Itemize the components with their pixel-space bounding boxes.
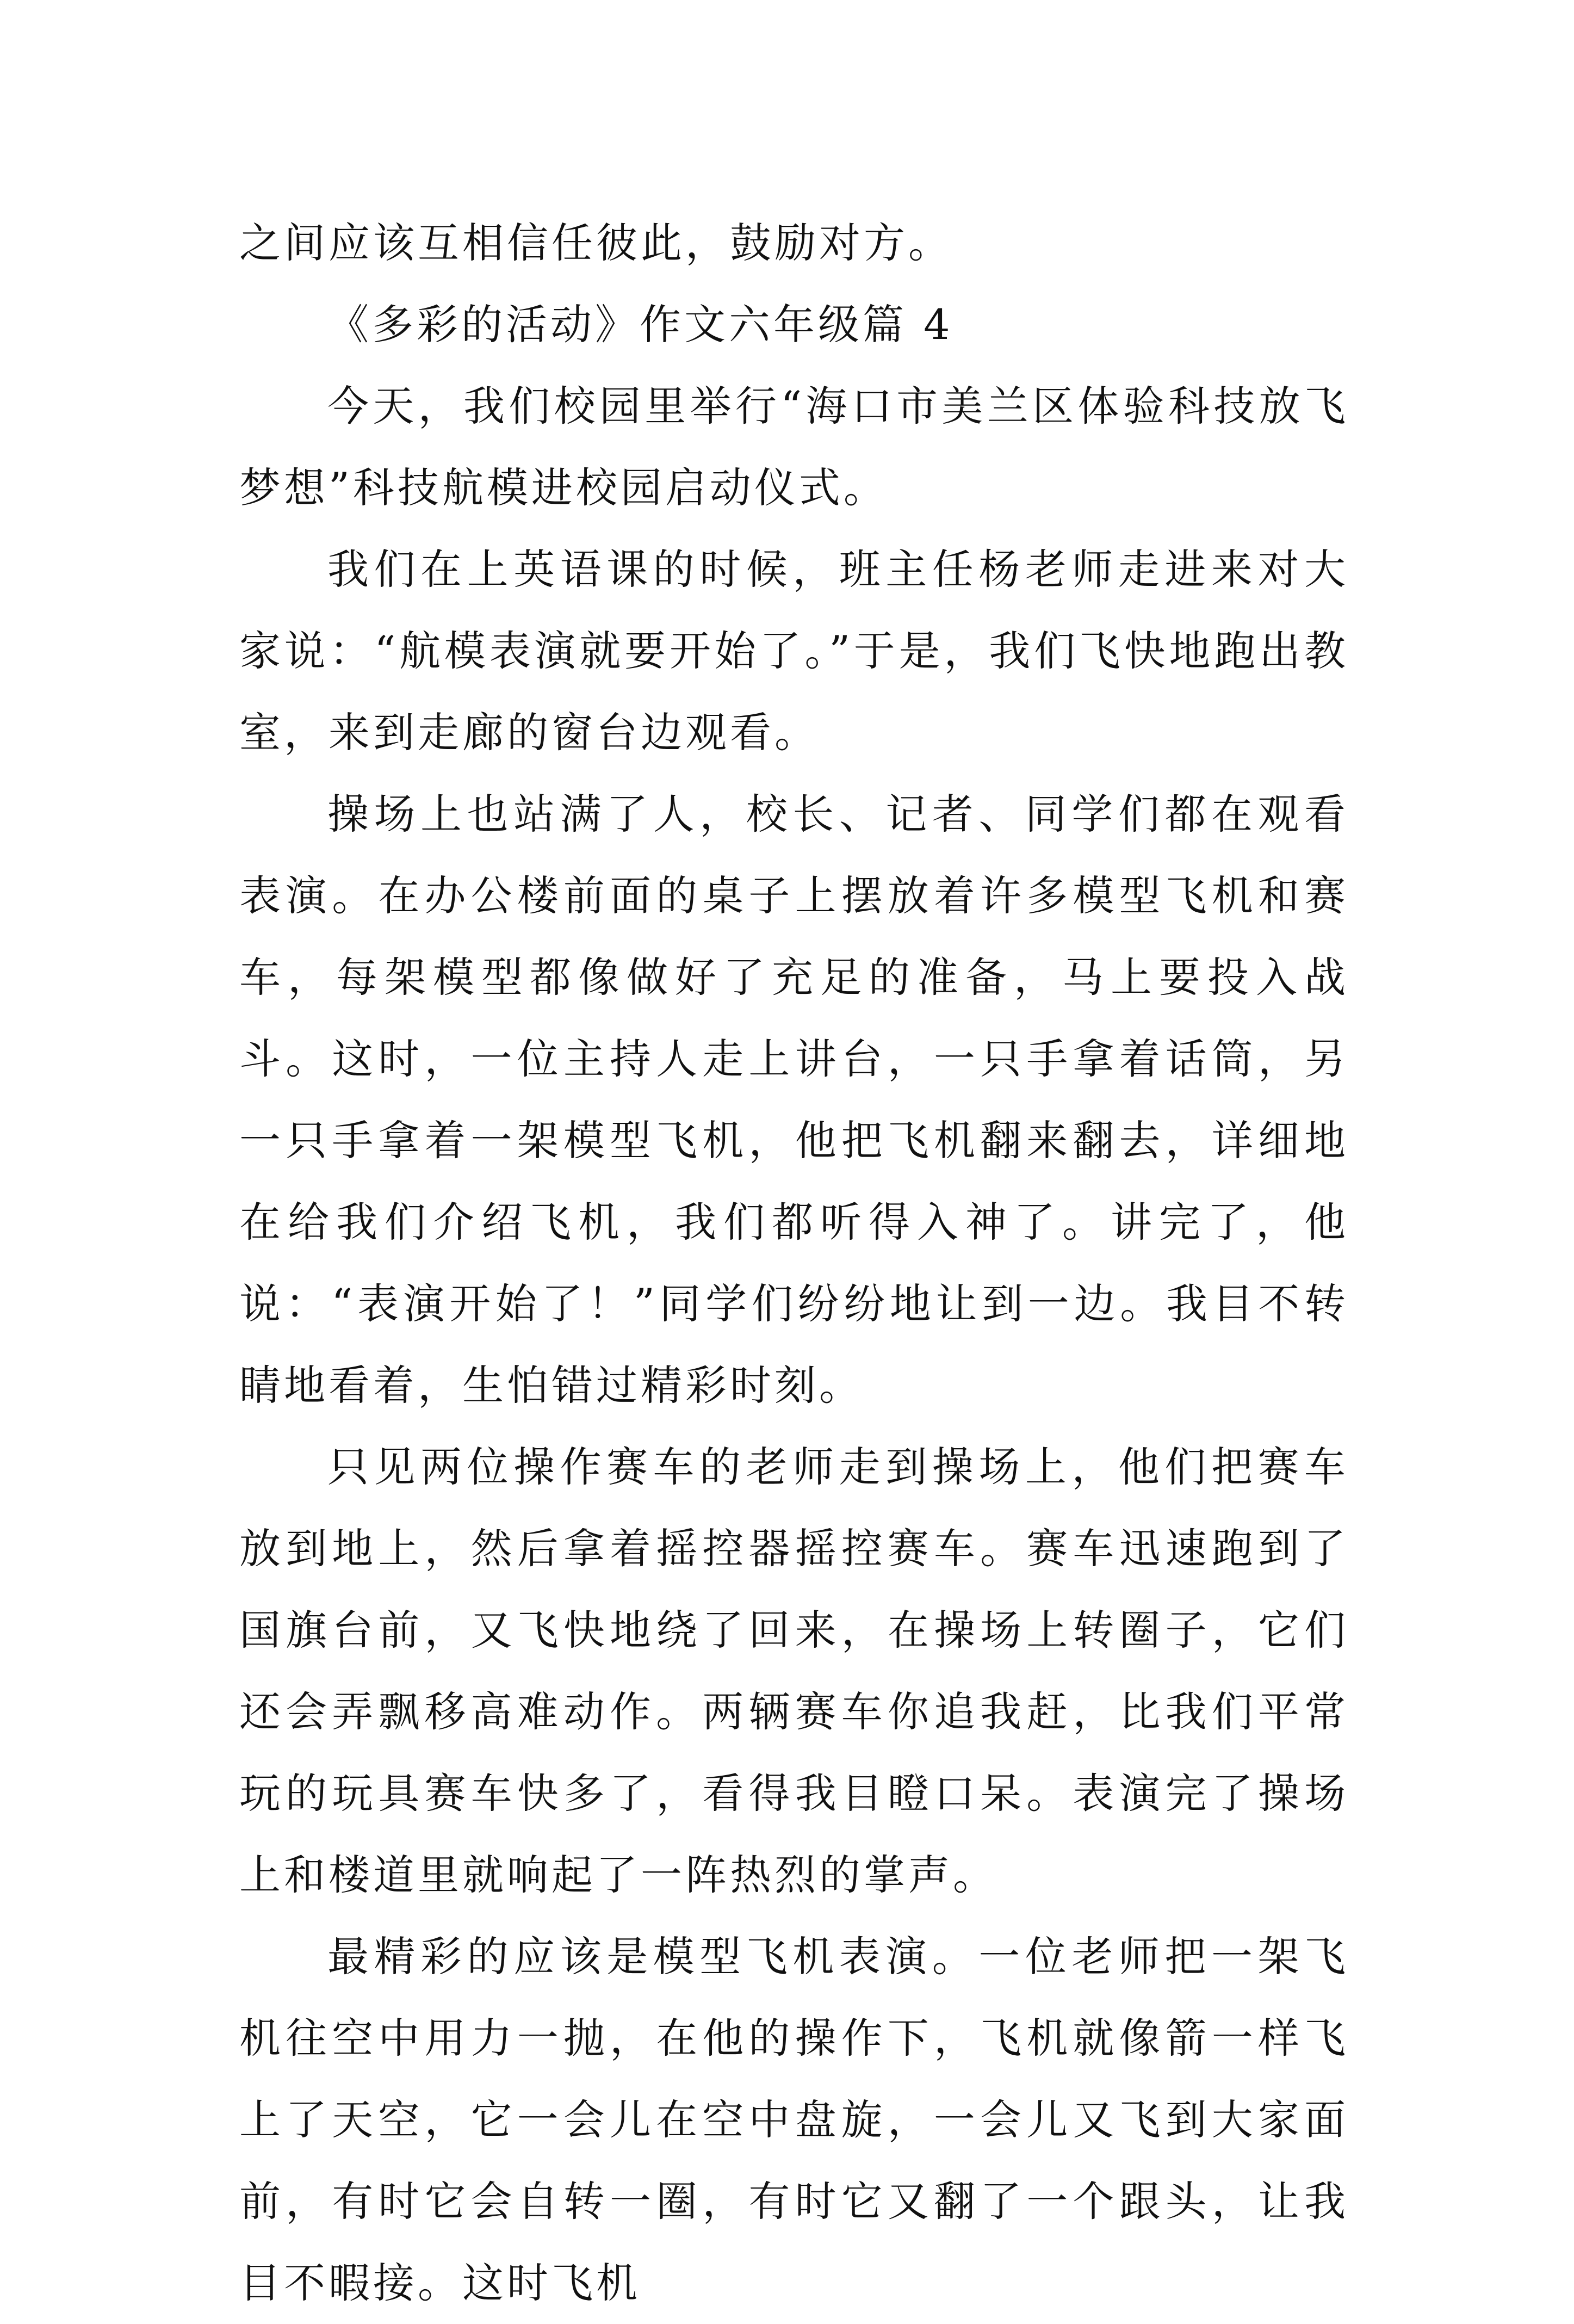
section-heading: 《多彩的活动》作文六年级篇 4 (327, 300, 953, 349)
continuation-paragraph: 之间应该互相信任彼此，鼓励对方。 (239, 219, 953, 267)
paragraph-1: 今天，我们校园里举行“海口市美兰区体验科技放飞梦想”科技航模进校园启动仪式。 (239, 382, 1349, 512)
paragraph-5: 最精彩的应该是模型飞机表演。一位老师把一架飞机往空中用力一抛，在他的操作下，飞机就像箭一样飞上了天空，它一会儿在空中盘旋，一会儿又飞到大家面前，有时它会自转一圈，有时它又翻了一个跟头，让我目不暇接。这时飞机 (239, 1932, 1349, 2307)
paragraph-3: 操场上也站满了人，校长、记者、同学们都在观看表演。在办公楼前面的桌子上摆放着许多模型飞机和赛车，每架模型都像做好了充足的准备，马上要投入战斗。这时，一位主持人走上讲台，一只手拿着话筒，另一只手拿着一架模型飞机，他把飞机翻来翻去，详细地在给我们介绍飞机，我们都听得入神了。讲完了，他说：“表演开始了！”同学们纷纷地让到一边。我目不转睛地看着，生怕错过精彩时刻。 (239, 790, 1349, 1410)
document-body (239, 202, 1349, 2324)
paragraph-4: 只见两位操作赛车的老师走到操场上，他们把赛车放到地上，然后拿着摇控器摇控赛车。赛车迅速跑到了国旗台前，又飞快地绕了回来，在操场上转圈子，它们还会弄飘移高难动作。两辆赛车你追我赶，比我们平常玩的玩具赛车快多了，看得我目瞪口呆。表演完了操场上和楼道里就响起了一阵热烈的掌声。 (239, 1443, 1349, 1899)
paragraph-2: 我们在上英语课的时候，班主任杨老师走进来对大家说：“航模表演就要开始了。”于是，我们飞快地跑出教室，来到走廊的窗台边观看。 (239, 545, 1349, 757)
